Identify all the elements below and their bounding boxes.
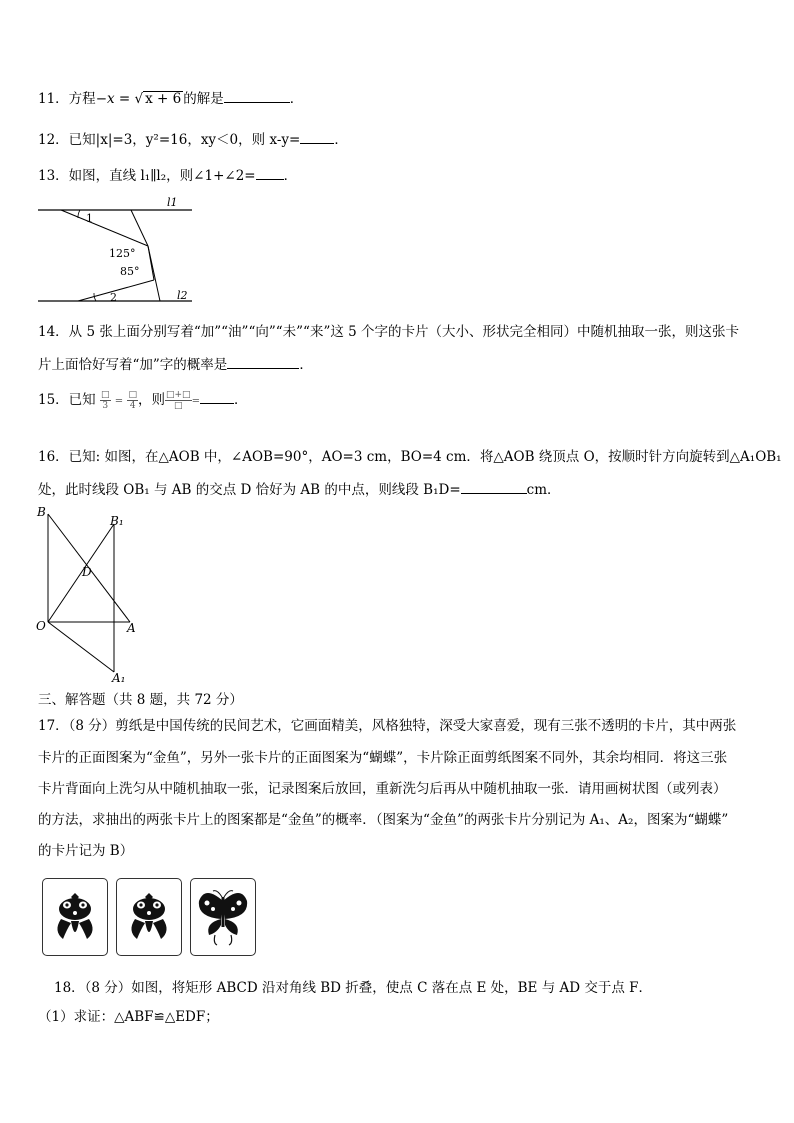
question-17-line2: 卡片的正面图案为“金鱼”，另外一张卡片的正面图案为“蝴蝶”，卡片除正面剪纸图案不同外，其余均相同．将这三张	[38, 750, 728, 766]
answer-blank[interactable]	[256, 165, 284, 180]
goldfish-card-a1	[42, 878, 108, 956]
question-16-line2: 处，此时线段 OB₁ 与 AB 的交点 D 恰好为 AB 的中点，则线段 B₁D= cm．	[38, 479, 561, 500]
transversal-2	[131, 210, 148, 246]
figure-parallel-lines	[36, 194, 194, 306]
segment-OA1	[48, 622, 114, 672]
question-17-line3: 卡片背面向上洗匀从中随机抽取一张，记录图案后放回，重新洗匀后再从中随机抽取一张．请用画树状图（或列表）	[38, 781, 727, 797]
question-14-line1: 14．从 5 张上面分别写着“加”“油”“向”“未”“来”这 5 个字的卡片（大小、形状完全相同）中随机抽取一张，则这张卡	[38, 324, 740, 340]
question-18-line2: （1）求证：△ABF≌△EDF；	[38, 1009, 219, 1025]
label-D: D	[82, 565, 92, 579]
radicand: x + 6	[145, 91, 182, 107]
question-18-line1: 18．（8 分）如图，将矩形 ABCD 沿对角线 BD 折叠，使点 C 落在点 E 处，BE 与 AD 交于点 F．	[54, 980, 653, 996]
answer-blank[interactable]	[224, 88, 290, 103]
goldfish-icon	[43, 879, 107, 955]
label-O: O	[36, 619, 46, 633]
fraction-2: $\frac{□}{4}$	[128, 390, 137, 411]
section-heading: 三、解答题（共 8 题，共 72 分）	[38, 692, 243, 708]
label-B: B	[37, 505, 46, 519]
angle-125: 125°	[109, 247, 136, 260]
label-1: 1	[86, 212, 93, 225]
angle-85: 85°	[120, 265, 140, 278]
question-17-line4: 的方法，求抽出的两张卡片上的图案都是“金鱼”的概率．（图案为“金鱼”的两张卡片分别记为 A₁、A₂，图案为“蝴蝶”	[38, 812, 729, 828]
transversal-1	[61, 210, 148, 246]
question-14-line2: 片上面恰好写着“加”字的概率是 ．	[38, 354, 313, 375]
transversal-4	[148, 246, 160, 301]
fraction-1: $\frac{□}{3}$	[100, 390, 110, 411]
segment-OB1	[48, 524, 114, 622]
butterfly-icon	[191, 879, 255, 955]
answer-blank[interactable]	[227, 354, 299, 369]
label-l2: l2	[177, 289, 188, 302]
goldfish-icon	[117, 879, 181, 955]
answer-blank[interactable]	[200, 389, 234, 404]
label-2: 2	[110, 291, 117, 304]
answer-blank[interactable]	[300, 129, 334, 144]
question-11: 11．方程−x = √ x + 6 的解是 ．	[38, 88, 303, 109]
question-17-line1: 17．（8 分）剪纸是中国传统的民间艺术，它画面精美，风格独特，深受大家喜爱，现有三张不透明的卡片，其中两张	[38, 718, 737, 734]
angle-1-arc	[78, 210, 80, 218]
question-13: 13．如图，直线 l₁∥l₂，则∠1+∠2= ．	[38, 165, 297, 186]
answer-blank[interactable]	[461, 479, 527, 494]
question-12: 12．已知|x|=3，y²=16，xy＜0，则 x-y= ．	[38, 129, 348, 150]
label-l1: l1	[167, 196, 178, 209]
goldfish-card-a2	[116, 878, 182, 956]
figure-rotated-triangle	[34, 502, 140, 686]
question-15: 15．已知 $\frac{□}{3}$ = $\frac{□}{4}$ ，则 $\frac{□+□}{□}$ = ．	[38, 390, 248, 411]
label-A: A	[127, 621, 136, 635]
question-17-line5: 的卡片记为 B）	[38, 843, 134, 859]
angle-2-arc	[94, 293, 96, 301]
butterfly-card-b	[190, 878, 256, 956]
label-A1: A₁	[112, 671, 126, 685]
label-B1: B₁	[110, 514, 124, 528]
sqrt-symbol: √	[134, 91, 144, 107]
fraction-3: $\frac{□+□}{□}$	[166, 390, 191, 411]
question-16-line1: 16．已知: 如图，在△AOB 中，∠AOB=90°，AO=3 cm，BO=4 cm．将△AOB 绕顶点 O，按顺时针方向旋转到△A₁OB₁	[38, 449, 782, 465]
